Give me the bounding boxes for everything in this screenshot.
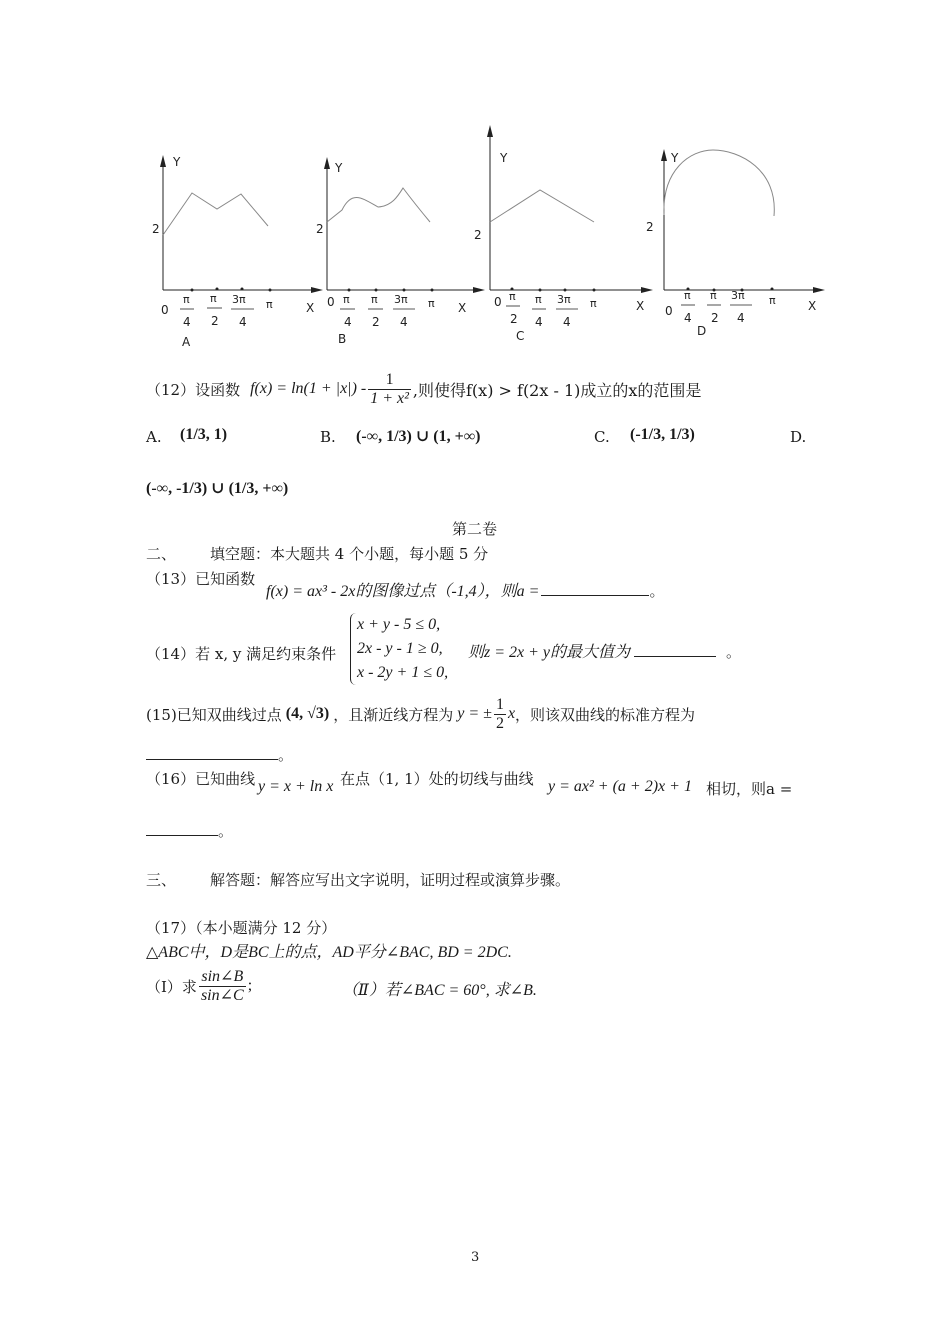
q14-constraint-3: x - 2y + 1 ≤ 0, [357,664,449,681]
page-number: 3 [471,1250,480,1265]
graph-b-y-tick: 2 [316,222,324,236]
graph-b-y-label: Y [335,161,343,175]
q16-tail: 相切，则a = [706,780,793,798]
q12-c-label: C. [594,428,610,446]
q12-a-value: (1/3, 1) [180,426,228,443]
graph-c-tick-2-den: 4 [535,315,543,329]
graph-b-tick-3-num: 3π [394,293,408,306]
graph-a-tick-3-den: 4 [239,315,247,329]
graph-b-x-label: X [458,301,467,315]
q15-eq-frac [494,696,506,733]
q15-point: (4, √3) [285,705,330,722]
graph-a-origin: 0 [161,303,169,317]
graph-b-option-label: B [338,332,347,346]
q15-eq-left: y = ± [457,705,492,722]
graph-c-option-label: C [516,329,525,343]
graph-a-tick-3-num: 3π [232,293,246,306]
graph-b [316,157,485,346]
graph-c-tick-4-num: π [590,297,597,310]
q14-objective [468,639,741,662]
q16-answer-line [146,820,233,841]
q13-label: （13）已知函数 [146,570,256,588]
q17-p1-den: sin∠C [200,986,244,1004]
q12-frac-den: 1 + x² [370,389,409,407]
graph-c-tick-2-num: π [535,293,542,306]
q15-eq-right: x [507,705,516,722]
graph-b-tick-1-den: 4 [344,315,352,329]
q14-tail: 则z = 2x + y的最大值为 [468,644,631,661]
graph-a-y-label: Y [173,155,181,169]
graph-b-tick-3-den: 4 [400,315,408,329]
graph-b-tick-1-num: π [343,293,350,306]
graph-a-tick-1-num: π [183,293,190,306]
graph-d-x-label: X [808,299,817,313]
q13-body: f(x) = ax³ - 2x的图像过点（-1,4），则a = [266,583,540,600]
q14-end: 。 [726,643,742,661]
q12-c-value: (-1/3, 1/3) [630,426,695,443]
q16-curve-2: y = ax² + (a + 2)x + 1 [548,778,692,795]
q12-frac-num: 1 [368,371,411,390]
section-3-heading: 解答题：解答应写出文字说明，证明过程或演算步骤。 [210,871,571,889]
graph-d-tick-4-num: π [769,294,776,307]
question-13 [266,578,664,601]
q14-constraint-2: 2x - y - 1 ≥ 0, [357,640,443,657]
option-graphs [0,0,950,365]
q16-answer-blank[interactable] [146,821,218,836]
graph-d-y-tick: 2 [646,220,654,234]
q17-part-2: （Ⅱ）若∠BAC = 60°, 求∠B. [342,982,537,999]
q12-b-value: (-∞, 1/3) ∪ (1, +∞) [356,428,481,445]
q17-header: （17）（本小题满分 12 分） [146,919,337,937]
graph-c-curve [490,190,594,222]
q16-label: （16）已知曲线 [146,770,256,788]
q14-answer-blank[interactable] [634,642,716,657]
section-2-heading: 填空题：本大题共 4 个小题，每小题 5 分 [210,545,489,563]
graph-a-x-label: X [306,301,315,315]
graph-a-tick-1-den: 4 [183,315,191,329]
q15-end: 。 [278,746,294,764]
q15-answer-blank[interactable] [146,745,278,760]
graph-c-tick-3-num: 3π [557,293,571,306]
graph-d-option-label: D [697,324,707,338]
q14-label: （14）若 x, y 满足约束条件 [146,645,337,663]
graph-d-tick-3-den: 4 [737,311,745,325]
q17-part-1 [146,963,252,1009]
graph-a-tick-2-den: 2 [211,314,219,328]
q16-curve-1: y = x + ln x [258,778,334,795]
graph-d-curve [664,150,774,216]
q12-d-label: D. [790,428,807,446]
graph-c-y-label: Y [500,151,508,165]
graph-d-tick-2-den: 2 [711,311,719,325]
graph-a-option-label: A [182,335,191,349]
q13-answer-blank[interactable] [541,581,649,596]
q12-a-label: A. [146,428,162,446]
q12-label: （12）设函数 [146,380,241,399]
graph-b-tick-4-num: π [428,297,435,310]
graph-a-curve [163,193,268,235]
graph-c [474,125,653,343]
section-3-number: 三、 [146,871,177,889]
volume-title: 第二卷 [452,520,498,538]
graph-d-tick-1-den: 4 [684,311,692,325]
q17-p1-num: sin∠B [199,968,246,987]
graph-c-x-label: X [636,299,645,313]
graph-a-tick-2-num: π [210,292,217,305]
q15-answer-line [146,744,293,765]
q12-b-label: B. [320,428,336,446]
q16-mid: 在点（1, 1）处的切线与曲线 [340,770,534,788]
q12-func: f(x) = ln(1 + |x|) - [250,380,367,397]
graph-b-curve [327,188,430,222]
q12-tail: ,则使得f(x) > f(2x - 1)成立的x的范围是 [412,380,702,400]
q17-statement: △ABC中，D是BC上的点，AD平分∠BAC, BD = 2DC. [146,944,512,961]
graph-a-y-tick: 2 [152,222,160,236]
graph-b-origin: 0 [327,295,335,309]
q15-tail: ，则该双曲线的标准方程为 [515,705,696,724]
section-2-number: 二、 [146,545,177,563]
graph-b-tick-2-den: 2 [372,315,380,329]
question-15 [146,692,695,736]
q15-label: (15)已知双曲线过点 [146,705,282,724]
question-12 [146,366,701,412]
graph-d-tick-1-num: π [684,289,691,302]
graph-d [646,149,825,338]
q17-p1-frac [199,968,246,1005]
graph-a [152,155,323,349]
q15-eq-num: 1 [495,695,504,713]
graph-b-tick-2-num: π [371,293,378,306]
q17-p1-end: ; [247,977,253,994]
graph-c-y-tick: 2 [474,228,482,242]
graph-c-tick-3-den: 4 [563,315,571,329]
q16-end: 。 [218,822,234,840]
graph-a-tick-4-num: π [266,298,273,311]
q12-d-value: (-∞, -1/3) ∪ (1/3, +∞) [146,480,289,497]
q12-frac [368,371,411,408]
graph-c-origin: 0 [494,295,502,309]
graph-d-y-label: Y [671,151,679,165]
graph-d-origin: 0 [665,304,673,318]
graph-d-tick-3-num: 3π [731,289,745,302]
q17-p1-label: （Ⅰ）求 [146,977,197,996]
q14-constraint-1: x + y - 5 ≤ 0, [357,616,441,633]
graph-c-tick-1-num: π [509,290,516,303]
graph-c-tick-1-den: 2 [510,312,518,326]
q15-eq-den: 2 [495,714,504,732]
q15-mid: ，且渐近线方程为 [333,705,454,724]
graph-d-tick-2-num: π [710,289,717,302]
q13-end: 。 [649,582,665,600]
